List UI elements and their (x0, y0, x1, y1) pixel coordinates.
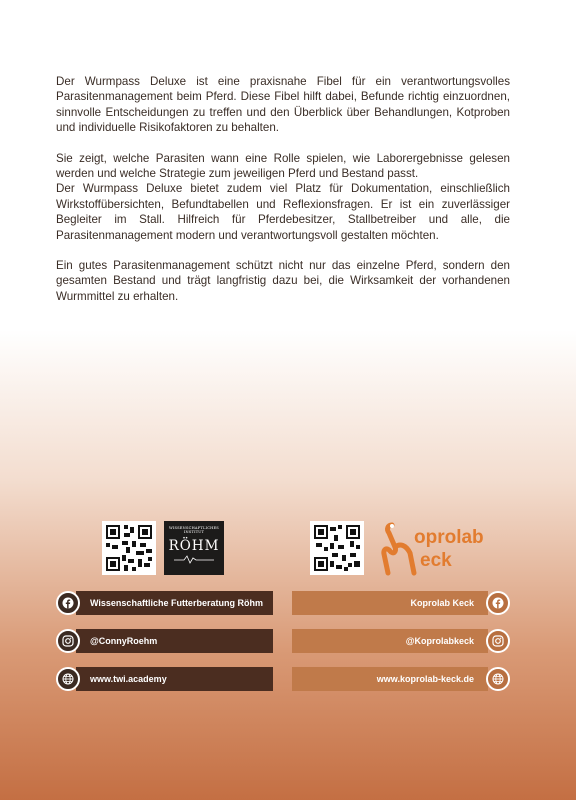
paragraph-2: Sie zeigt, welche Parasiten wann eine Rolle spielen, wie Laborergebnisse gelesen werden und welche Strategie zum jeweiligen Pferd und Bestand passt. (56, 151, 510, 181)
koprolab-keck-logo (374, 521, 494, 579)
rohm-logo (164, 521, 224, 575)
paragraph-3: Der Wurmpass Deluxe bietet zudem viel Platz für Dokumentation, einschließlich Wirkstoffübersichten, Befundtabellen und Reflexionsfragen. Er ist ein zuverlässiger Begleiter im Stall. Hilfreich für Pferdebesitzer, Stallbetreiber und alle, die Parasitenmanagement modern und verantwortungsvoll gestalten möchten. (56, 182, 510, 242)
website-link-rohm[interactable] (76, 667, 273, 691)
globe-icon[interactable] (56, 667, 80, 691)
heartbeat-icon (174, 554, 214, 564)
facebook-label-keck: Koprolab Keck (410, 598, 474, 608)
koprolab-text: oprolab (414, 527, 484, 548)
facebook-link-rohm[interactable] (76, 591, 273, 615)
website-label-keck: www.koprolab-keck.de (376, 674, 474, 684)
instagram-icon[interactable] (56, 629, 80, 653)
facebook-icon[interactable] (486, 591, 510, 615)
facebook-link-keck[interactable] (292, 591, 488, 615)
rohm-logo-name: RÖHM (168, 538, 220, 554)
instagram-label-keck: @Koprolabkeck (405, 636, 474, 646)
instagram-link-rohm[interactable] (76, 629, 273, 653)
instagram-icon[interactable] (486, 629, 510, 653)
facebook-icon[interactable] (56, 591, 80, 615)
rohm-logo-small-text: WISSENSCHAFTLICHES INSTITUT (169, 526, 219, 534)
website-label-rohm: www.twi.academy (90, 674, 167, 684)
qr-code-rohm[interactable] (102, 521, 156, 575)
qr-code-keck[interactable] (310, 521, 364, 575)
paragraph-1: Der Wurmpass Deluxe ist eine praxisnahe Fibel für ein verantwortungsvolles Parasitenmanagement beim Pferd. Diese Fibel hilft dabei, Befunde richtig einzuordnen, sinnvolle Entscheidungen zu treffen und den Überblick über Behandlungen, Kotproben und individuelle Risikofaktoren zu behalten. (56, 75, 510, 135)
website-link-keck[interactable] (292, 667, 488, 691)
paragraph-4: Ein gutes Parasitenmanagement schützt nicht nur das einzelne Pferd, sondern den gesamten Bestand und trägt langfristig dazu bei, die Wirksamkeit der vorhandenen Wurmmittel zu erhalten. (56, 259, 510, 303)
facebook-label-rohm: Wissenschaftliche Futterberatung Röhm (90, 598, 263, 608)
keck-text: eck (420, 550, 452, 571)
description-text (56, 74, 510, 319)
instagram-label-rohm: @ConnyRoehm (90, 636, 158, 646)
instagram-link-keck[interactable] (292, 629, 488, 653)
globe-icon[interactable] (486, 667, 510, 691)
